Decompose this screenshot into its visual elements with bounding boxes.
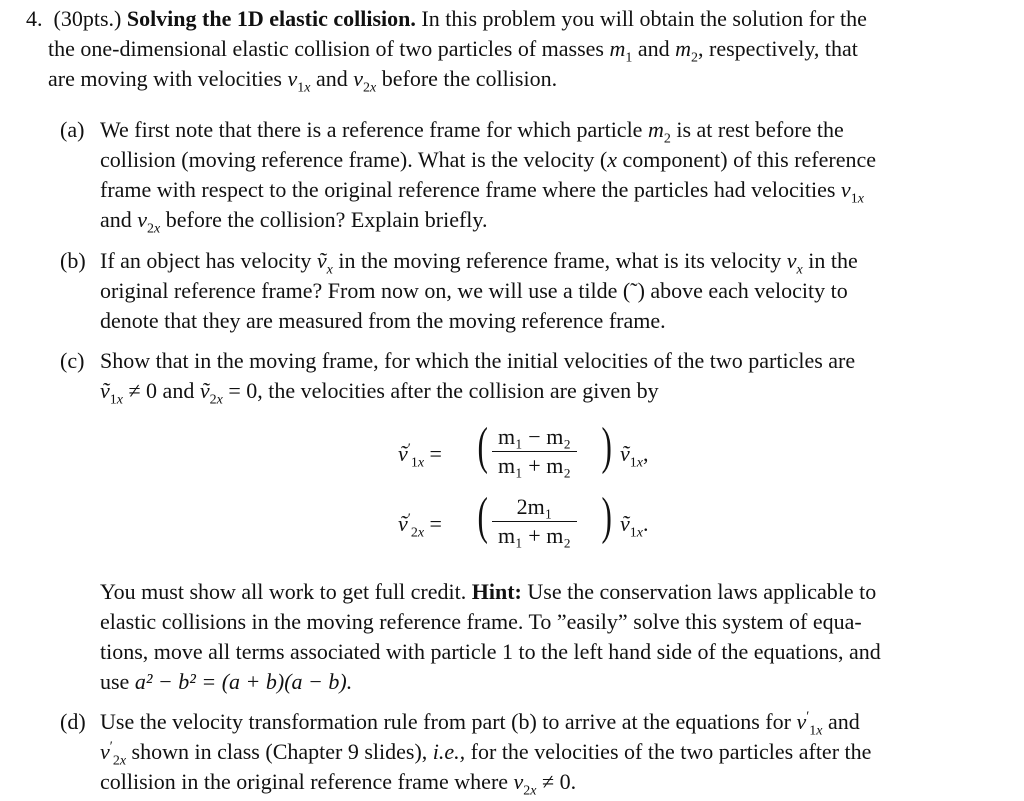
part-c-text: Show that in the moving frame, for which the initial velocities of the two particles are ṽ$_{1x}$ ≠ 0 and ṽ$_{2x}$ = 0, the velocities after the collision are given by [100,348,856,408]
problem-points: (30pts.) [53,6,122,31]
part-c-hint: You must show all work to get full credit. Hint: Use the conservation laws applicable to elastic collisions in the moving reference frame. To ”easily” solve this system of equa- tions, move all terms associated with particle 1 to the left hand side of the equations, and use a² − b² = (a + b)(a − b). [100,579,881,694]
hint-label: Hint: [471,579,522,604]
problem-title: Solving the 1D elastic collision. [126,6,416,31]
part-b-label: (b) [60,248,86,273]
part-a [60,115,980,235]
part-a-text: We first note that there is a reference frame for which particle $m_2$ is at rest before the collision (moving reference frame). What is the velocity (x component) of this reference frame with respect to the original reference frame where the particles had velocities $v_{1x}$ and $v_{2x}$ before the collision? Explain briefly. [100,117,877,237]
part-d [60,707,980,797]
problem-number: 4. [26,6,43,31]
part-b-text: If an object has velocity ṽ$_x$ in the moving reference frame, what is its velocity $v_x$ in the original reference frame? From now on, we will use a tilde (˜) above each velocity to denote that they are measured from the moving reference frame. [100,248,858,333]
intro-line-3: are moving with velocities $v_{1x}$ and $v_{2x}$ before the collision. [48,66,558,96]
part-d-text: Use the velocity transformation rule from part (b) to arrive at the equations for $v'_{1x}$ and $v'_{2x}$ shown in class (Chapter 9 slides), i.e., for the velocities of the two particles after the collision in the original reference frame where $v_{2x} \ne 0$. [100,709,872,799]
page: 4. (30pts.) Solving the 1D elastic collision. In this problem you will obtain the solution for the the one-dimensional elastic collision of two particles of masses $m_1$ and $m_2$, respectively, that are moving with velocities $v_{1x}$ and $v_{2x}$ before the collision. (a) We first note that there is a reference frame for which particle $m_2$ is at rest before the collision (moving reference frame). What is the velocity (x component) of this reference frame with respect to the original reference frame where the particles had velocities $v_{1x}$ and $v_{2x}$ before the collision? Explain briefly. (b) If an object has velocity ṽ$_x$ in the moving reference frame, what is its velocity $v_x$ in the original reference frame? From now on, we will use a tilde (˜) above each velocity to denote that they are measured from the moving reference frame. (c) Show that in the moving frame, for which the initial velocities of the two particles are ṽ$_{1x}$ ≠ 0 and ṽ$_{2x}$ = 0, the velocities after the collision are given by ṽ′$_{1x}$ = ( $\frac{\text{m₁ − m₂}}{\text{m₁ + m₂}}$ ) ṽ$_{1x}$, ṽ′$_{2x}$ = ( $\frac{\text{2m₁}}{\text{m₁ + m₂}}$ ) ṽ$_{1x}$. You must show all work to get full credit. Hint: Use the conservation laws applicable to elastic collisions in the moving reference frame. To ”easily” solve this system of equa- tions, move all terms associated with particle 1 to the left hand side of the equations, and use a² − b² = (a + b)(a − b). (d) Use the velocity transformation rule from part (b) to arrive at the equations for $v'_{1x}$ and $v'_{2x}$ shown in class (Chapter 9 slides), i.e., for the velocities of the two particles after the collision in the original reference frame where $v_{2x} \ne 0$. [0,0,1024,801]
problem-intro [26,4,986,94]
intro-line-2: the one-dimensional elastic collision of two particles of masses $m_1$ and $m_2$, respectively, that [48,36,858,66]
part-a-label: (a) [60,117,85,142]
part-d-label: (d) [60,709,86,734]
part-c-label: (c) [60,348,85,373]
part-c [60,346,980,406]
eq1-numerator: m₁ − m₂ [492,423,577,452]
part-b [60,246,980,336]
eq2-denominator: m₁ + m₂ [498,523,571,548]
eq2-numerator: 2m₁ [492,493,577,522]
eq1-denominator: m₁ + m₂ [498,453,571,478]
intro-line-1: In this problem you will obtain the solution for the [421,6,867,31]
